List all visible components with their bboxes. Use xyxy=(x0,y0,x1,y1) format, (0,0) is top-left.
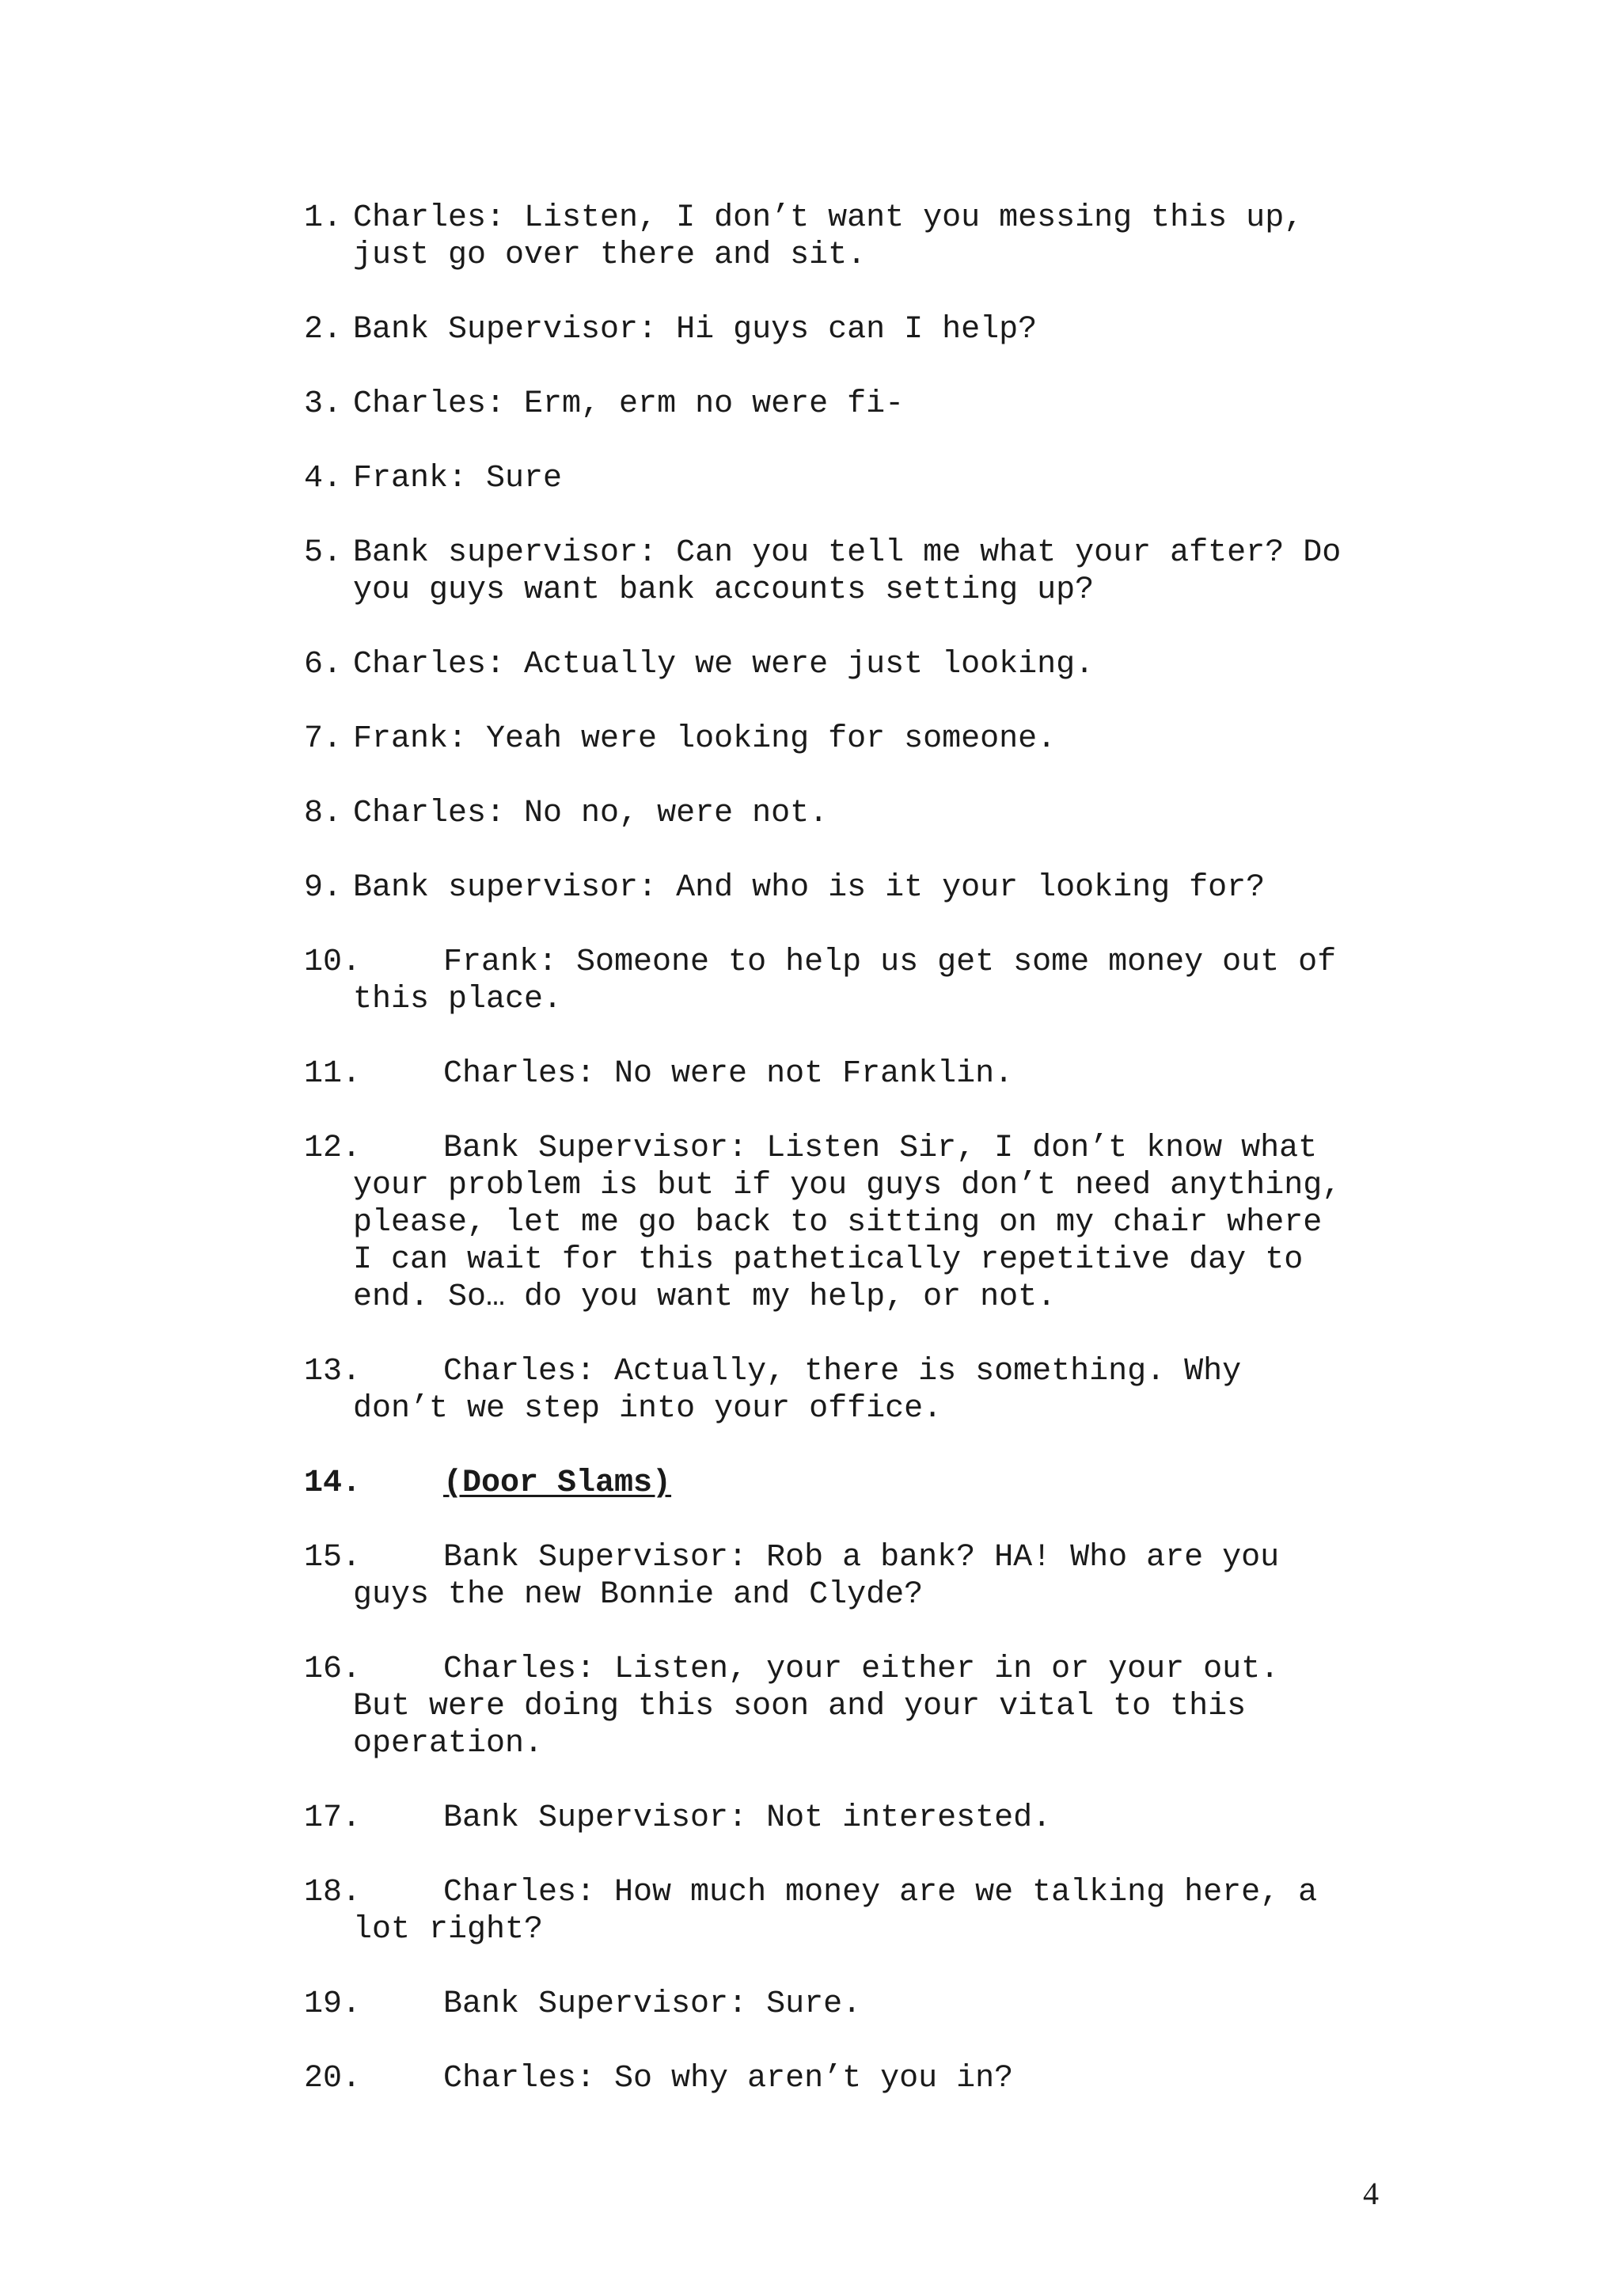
script-line-6 xyxy=(304,646,1396,683)
script-line-4 xyxy=(304,460,1396,497)
line-text: Charles: No were not Franklin. xyxy=(443,1056,1014,1092)
line-number: 14. xyxy=(304,1465,362,1501)
script-line-16 xyxy=(304,1651,1396,1762)
line-number: 5. xyxy=(304,535,343,571)
script-line-5 xyxy=(304,534,1396,609)
line-text: Charles: Listen, your either in or your out. But were doing this soon and your vital to this operation. xyxy=(353,1652,1280,1762)
line-text: Charles: How much money are we talking here, a lot right? xyxy=(353,1875,1318,1948)
line-text: Bank supervisor: Can you tell me what your after? Do you guys want bank accounts setting up? xyxy=(353,535,1342,608)
line-number: 11. xyxy=(304,1056,362,1092)
line-text: Frank: Yeah were looking for someone. xyxy=(353,721,1057,757)
stage-direction-text: (Door Slams) xyxy=(443,1465,672,1501)
line-number: 19. xyxy=(304,1986,362,2022)
line-number: 8. xyxy=(304,796,343,831)
script-line-3 xyxy=(304,386,1396,423)
line-text: Frank: Sure xyxy=(353,461,563,496)
line-number: 10. xyxy=(304,945,362,980)
script-line-2 xyxy=(304,311,1396,348)
script-line-17 xyxy=(304,1800,1396,1837)
script-line-13 xyxy=(304,1353,1396,1427)
line-text: Charles: Erm, erm no were fi- xyxy=(353,386,905,422)
script-line-1 xyxy=(304,200,1396,274)
line-text: Charles: Actually we were just looking. xyxy=(353,647,1095,682)
line-text: Bank supervisor: And who is it your looking for? xyxy=(353,870,1266,906)
line-number: 4. xyxy=(304,461,343,496)
line-number: 3. xyxy=(304,386,343,422)
line-text: Bank Supervisor: Hi guys can I help? xyxy=(353,312,1038,348)
line-number: 6. xyxy=(304,647,343,682)
line-number: 18. xyxy=(304,1875,362,1910)
line-number: 1. xyxy=(304,200,343,236)
script-line-19 xyxy=(304,1986,1396,2023)
line-text: Bank Supervisor: Rob a bank? HA! Who are you guys the new Bonnie and Clyde? xyxy=(353,1540,1280,1613)
script-line-18 xyxy=(304,1874,1396,1948)
line-number: 7. xyxy=(304,721,343,757)
line-number: 16. xyxy=(304,1652,362,1687)
script-line-11 xyxy=(304,1055,1396,1093)
line-text: Frank: Someone to help us get some money out of this place. xyxy=(353,945,1337,1017)
script-line-14-stage-direction xyxy=(304,1465,1396,1502)
line-text: Charles: So why aren’t you in? xyxy=(443,2061,1014,2096)
script-line-12 xyxy=(304,1130,1396,1316)
line-text: Bank Supervisor: Listen Sir, I don’t know what your problem is but if you guys don’t need anything, please, let me go back to sitting on my chair where I can wait for this pathetically repetitive day to end. So… do you want my help, or not. xyxy=(353,1131,1342,1315)
script-dialogue xyxy=(304,200,1396,2134)
line-text: Bank Supervisor: Sure. xyxy=(443,1986,862,2022)
page-number: 4 xyxy=(1363,2176,1379,2211)
line-number: 13. xyxy=(304,1354,362,1389)
line-text: Charles: Listen, I don’t want you messing this up, just go over there and sit. xyxy=(353,200,1304,273)
line-text: Charles: Actually, there is something. Why don’t we step into your office. xyxy=(353,1354,1242,1427)
line-number: 20. xyxy=(304,2061,362,2096)
script-line-7 xyxy=(304,720,1396,758)
line-number: 2. xyxy=(304,312,343,348)
script-line-8 xyxy=(304,795,1396,832)
line-number: 15. xyxy=(304,1540,362,1576)
script-line-15 xyxy=(304,1539,1396,1614)
line-number: 12. xyxy=(304,1131,362,1166)
script-line-10 xyxy=(304,944,1396,1018)
line-text: Bank Supervisor: Not interested. xyxy=(443,1800,1052,1836)
script-line-20 xyxy=(304,2060,1396,2097)
line-number: 9. xyxy=(304,870,343,906)
line-number: 17. xyxy=(304,1800,362,1836)
line-text: Charles: No no, were not. xyxy=(353,796,829,831)
script-line-9 xyxy=(304,869,1396,907)
